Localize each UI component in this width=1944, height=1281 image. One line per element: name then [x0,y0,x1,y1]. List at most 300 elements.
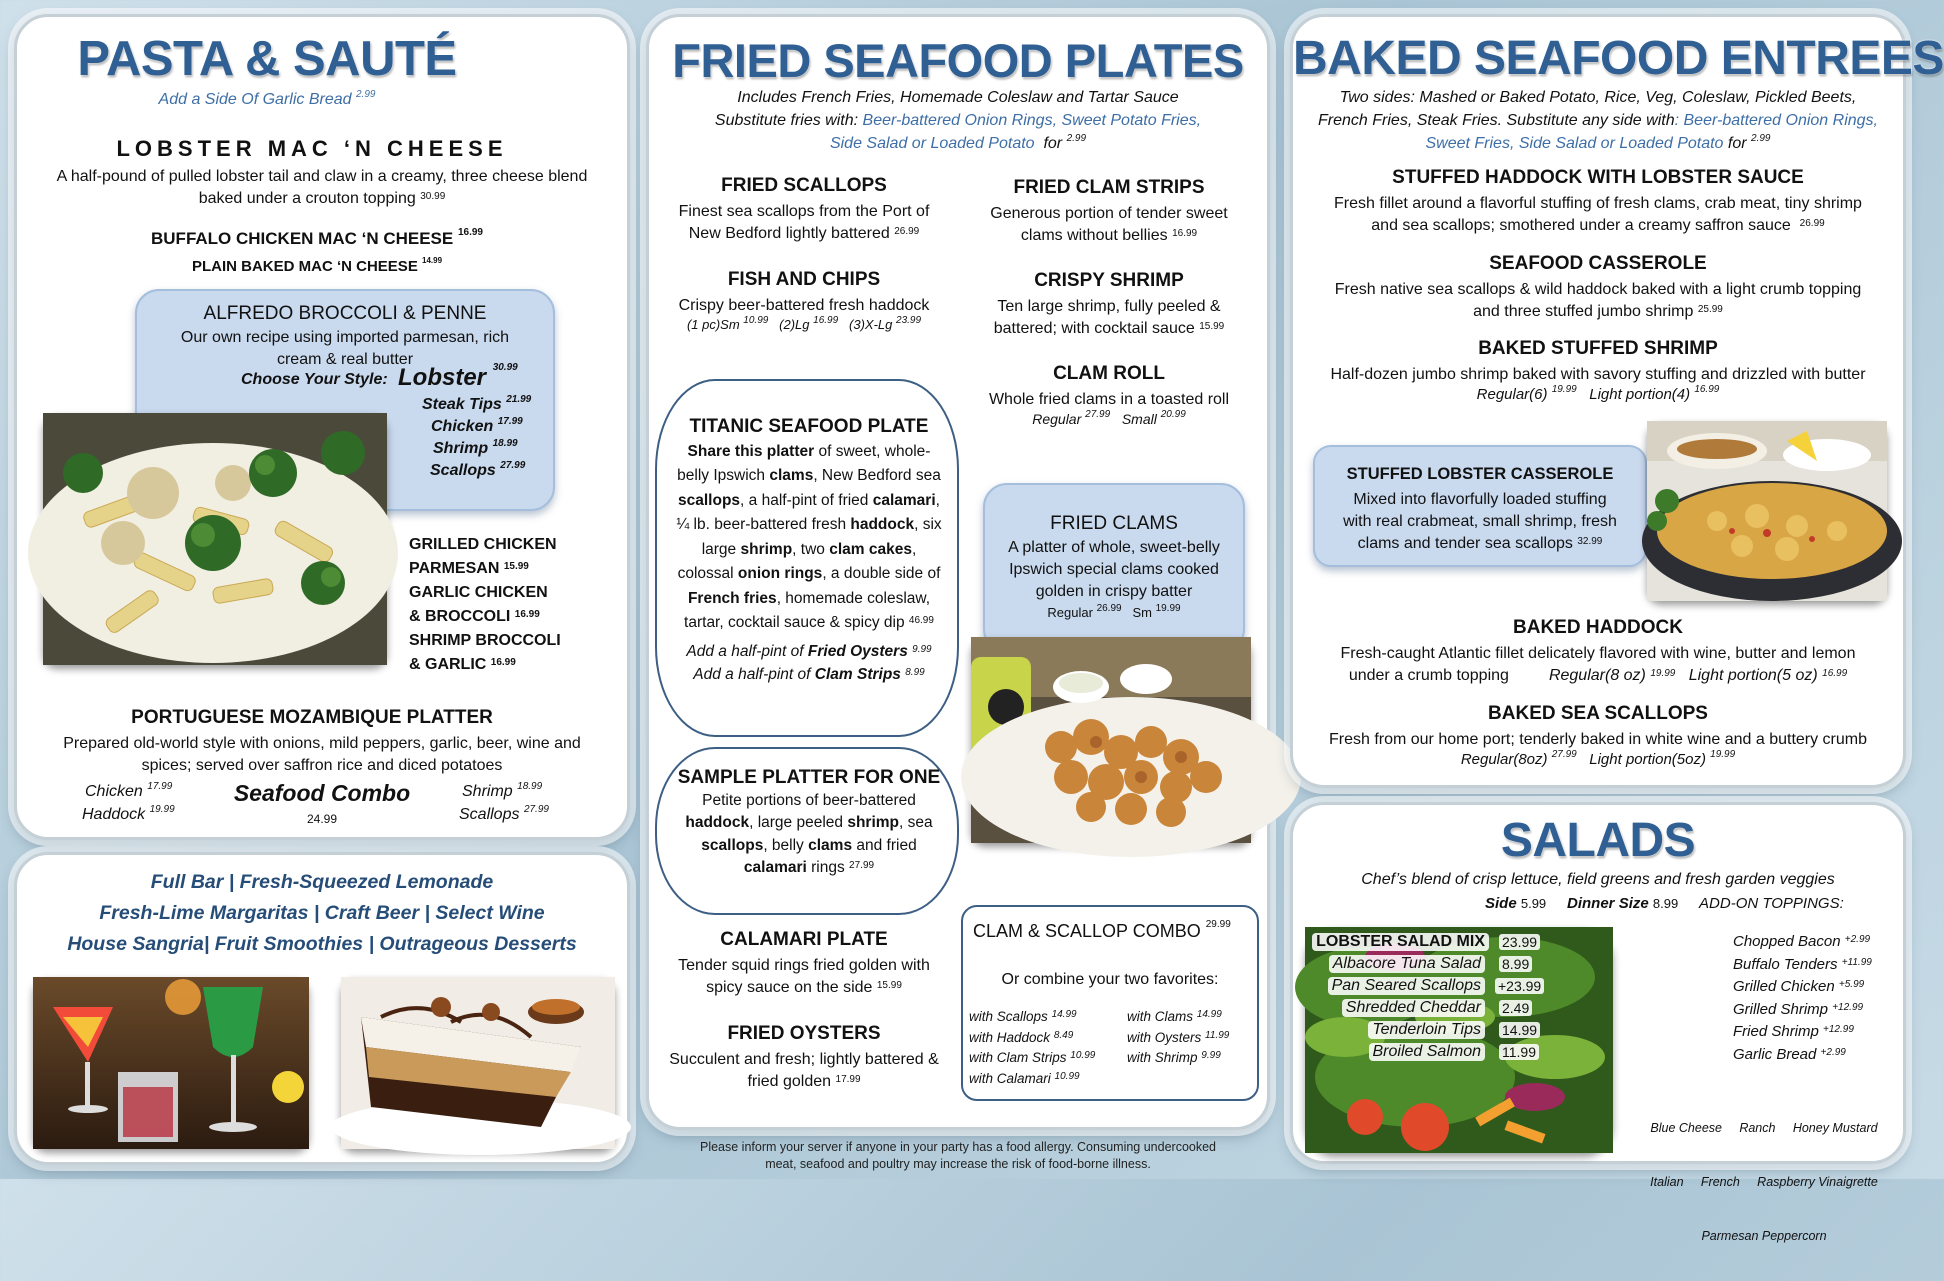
salad-item-price: 14.99 [1499,1022,1540,1038]
stuffed-haddock-price: 26.99 [1799,218,1825,229]
fried-sub3-price: 2.99 [1066,133,1087,144]
pasta-dish-image [43,413,387,665]
fried-scallops [649,175,959,245]
portuguese-haddock [82,806,175,824]
sampler-l4b: rings [806,859,845,876]
clam-roll [949,363,1269,427]
garlic-bread-side [17,91,517,109]
topping-name: Buffalo Tenders [1733,955,1838,973]
baked-haddock-desc1: Fresh-caught Atlantic fillet delicately flavored with wine, butter and lemon [1340,645,1856,662]
alfredo-shrimp-label: Shrimp [433,440,489,457]
lobster-casserole-desc3-row [1315,533,1645,555]
sampler-l4a: calamari [743,859,807,876]
portuguese-desc1: Prepared old-world style with onions, mild peppers, garlic, beer, wine and [63,735,581,752]
topping-item [1733,999,1872,1022]
garlic-chicken-line2: & BROCCOLI [409,608,511,625]
topping-price: +2.99 [1844,934,1871,945]
lobster-mac-desc1: A half-pound of pulled lobster tail and claw in a creamy, three cheese blend [56,168,588,185]
fried-sub1: Includes French Fries, Homemade Coleslaw and Tartar Sauce [737,89,1179,106]
dressings-line2: Italian French Raspberry Vinaigrette [1650,1175,1878,1189]
garlic-bread-label: Add a Side Of Garlic Bread [158,91,352,108]
baked-scallops-regular: Regular(8oz) [1460,751,1548,768]
titanic-l1a: Share this platter [687,442,815,460]
topping-name: Grilled Shrimp [1733,1000,1829,1018]
salad-item [1312,933,1489,951]
combo-left-label: with Scallops [969,1009,1048,1024]
baked-haddock-regular-price: 19.99 [1650,668,1676,679]
combo-right-label: with Clams [1127,1009,1194,1024]
casserole-name: SEAFOOD CASSEROLE [1489,253,1707,274]
baked-sub2 [1293,112,1903,130]
combo-right-item [1127,1028,1229,1049]
calamari-price: 15.99 [876,980,902,991]
stuffed-shrimp-regular-price: 19.99 [1551,384,1577,395]
clam-roll-name: CLAM ROLL [1053,363,1165,384]
baked-haddock [1293,617,1903,687]
titanic-l3a: scallops [678,491,741,509]
alfredo-lobster-label: Lobster [398,364,487,391]
baked-sub2-options: : Beer-battered Onion Rings, [1674,112,1878,129]
fried-clams-desc3: golden in crispy batter [1035,583,1193,600]
fried-scallops-desc2: New Bedford lightly battered [688,225,890,242]
portuguese-chicken-label: Chicken [85,783,143,800]
fried-clams-desc1: A platter of whole, sweet-belly [1008,539,1220,556]
stuffed-shrimp-light-price: 16.99 [1694,384,1720,395]
topping-price: +5.99 [1838,979,1865,990]
portuguese-haddock-price: 19.99 [149,804,175,815]
alfredo-desc2: cream & real butter [276,351,414,368]
fried-clams-name: FRIED CLAMS [1050,513,1178,534]
salad-item [1342,999,1485,1017]
alfredo-chicken-label: Chicken [431,418,494,435]
pasta-photo [43,413,387,665]
combo-left-label: with Clam Strips [969,1050,1067,1065]
baked-scallops-light-price: 19.99 [1710,749,1736,760]
titanic-l2c: , New Bedford sea [813,467,941,484]
lobster-casserole-desc1: Mixed into flavorfully loaded stuffing [1353,491,1607,508]
combo-right-label: with Shrimp [1127,1050,1198,1065]
fish-chips-price2: 16.99 [813,315,839,326]
stuffed-haddock [1293,167,1903,237]
titanic-add2-prefix: Add a half-pint of [693,665,815,683]
sample-platter [657,767,961,880]
alfredo-steak-label: Steak Tips [422,396,502,413]
alfredo-chicken [431,418,523,436]
salad-item [1368,1021,1485,1039]
plain-mac [17,258,617,275]
fried-clams-regular-price: 26.99 [1096,603,1122,614]
combo-left-price: 8.49 [1053,1029,1074,1041]
alfredo-steak [422,396,531,414]
topping-item [1733,1021,1872,1044]
fried-sub2 [649,112,1267,130]
combo-right-price: 11.99 [1205,1029,1230,1041]
titanic-add1-item: Fried Oysters [807,642,908,660]
sampler-price: 27.99 [849,860,875,871]
fried-panel [646,14,1270,1130]
titanic-name: TITANIC SEAFOOD PLATE [689,416,929,437]
crispy-shrimp-desc2: battered; with cocktail sauce [993,320,1195,337]
titanic-l7b: , homemade coleslaw, [776,589,931,607]
shrimp-broccoli-line1: SHRIMP BROCCOLI [409,632,561,649]
baked-haddock-light: Light portion(5 oz) [1688,667,1818,684]
grilled-chicken-price: 15.99 [503,561,529,572]
fish-chips-size3: (3)X-Lg [849,317,893,332]
fried-sub2-prefix: Substitute fries with: [714,112,863,129]
titanic-l6c: , a double side of [822,565,941,582]
salad-item-price: +23.99 [1495,978,1544,994]
fish-chips-name: FISH AND CHIPS [727,269,881,290]
combo-right-item [1127,1048,1229,1069]
baked-haddock-desc2: under a crumb topping [1348,667,1509,684]
calamari-plate [649,929,959,999]
casserole-image [1647,421,1887,601]
titanic-l3c: calamari [872,491,936,509]
combo-left-item [969,1069,1095,1090]
fried-oysters [649,1023,959,1093]
crispy-shrimp [949,270,1269,340]
dressings-line1: Blue Cheese Ranch Honey Mustard [1650,1121,1878,1135]
baked-haddock-name: BAKED HADDOCK [1513,617,1683,638]
stuffed-shrimp-desc1: Half-dozen jumbo shrimp baked with savory stuffing and drizzled with butter [1330,366,1866,383]
fried-clams-photo [971,637,1251,843]
portuguese-combo-price: 24.99 [306,812,338,826]
portuguese-chicken [85,783,172,801]
alfredo-scallops-label: Scallops [430,462,496,479]
stuffed-shrimp-regular: Regular(6) [1476,386,1548,403]
titanic-price: 46.99 [908,615,934,626]
salad-item-price: 8.99 [1499,956,1532,972]
combo-left-item [969,1028,1095,1049]
fish-chips-price1: 10.99 [743,315,769,326]
drinks-image [33,977,309,1149]
portuguese-shrimp-price: 18.99 [517,781,543,792]
crispy-shrimp-price: 15.99 [1199,321,1225,332]
topping-price: +12.99 [1832,1001,1864,1013]
salad-item-name: Albacore Tuna Salad [1332,955,1481,972]
combo-right-list [1127,1007,1229,1069]
stuffed-haddock-desc2: and sea scallops; smothered under a creamy saffron sauce [1371,217,1791,234]
fish-chips-desc1: Crispy beer-battered fresh haddock [678,297,930,314]
combo-box [961,905,1259,1101]
combo-left-list [969,1007,1095,1089]
combo-left-price: 10.99 [1070,1050,1096,1061]
oysters-desc1: Succulent and fresh; lightly battered & [669,1051,939,1068]
titanic-l6b: onion rings [737,565,823,582]
buffalo-mac [17,229,617,249]
fried-sub2-options: Beer-battered Onion Rings, Sweet Potato Fries, [862,112,1202,129]
combo-right-price: 14.99 [1196,1009,1222,1020]
portuguese-scallops [459,806,549,824]
fried-clams-image [971,637,1251,843]
baked-panel [1290,14,1944,788]
combo-left-label: with Haddock [969,1029,1051,1045]
titanic-l2b: clams [769,467,814,484]
titanic-l6a: colossal [677,565,738,582]
portuguese-scallops-label: Scallops [459,806,520,823]
topping-name: Garlic Bread [1733,1045,1817,1063]
fish-chips [649,269,959,332]
titanic-l5b: shrimp [740,540,793,558]
casserole-desc2: and three stuffed jumbo shrimp [1473,303,1694,320]
alfredo-lobster [398,364,518,392]
drinks-photo [33,977,309,1149]
oysters-name: FRIED OYSTERS [727,1023,881,1044]
alfredo-lobster-price: 30.99 [492,362,518,373]
fried-clams-desc2: Ipswich special clams cooked [1009,561,1219,578]
lobster-mac-desc2-text: baked under a crouton topping [198,190,416,207]
crispy-shrimp-name: CRISPY SHRIMP [1034,270,1184,291]
grilled-chicken-line2: PARMESAN [409,560,500,577]
casserole-desc1: Fresh native sea scallops & wild haddock baked with a light crumb topping [1334,281,1862,298]
seafood-casserole [1293,253,1903,323]
alfredo-shrimp [433,440,518,458]
pasta-title: PASTA & SAUTÉ [77,32,457,86]
combo-right-price: 9.99 [1201,1050,1221,1061]
topping-item [1733,976,1872,999]
grilled-chicken [409,533,561,677]
fried-sub3-for: for [1043,135,1063,152]
fish-chips-price3: 23.99 [896,315,922,326]
portuguese-shrimp [462,783,542,801]
clam-roll-desc1: Whole fried clams in a toasted roll [988,391,1230,408]
titanic-l3b: , a half-pint of fried [740,491,873,509]
casserole-price: 25.99 [1697,304,1723,315]
titanic-l4a: ¼ lb. beer-battered fresh [676,516,851,533]
sampler-l2c: shrimp [847,814,900,831]
salad-item-price: 2.49 [1499,1000,1532,1016]
baked-scallops-desc1: Fresh from our home port; tenderly baked in white wine and a buttery crumb [1328,731,1868,748]
plain-mac-name: PLAIN BAKED MAC ‘N CHEESE [191,258,418,275]
combo-left-item [969,1048,1095,1069]
baked-scallops-regular-price: 27.99 [1551,749,1577,760]
baked-title: BAKED SEAFOOD ENTREES [1293,32,1944,85]
calamari-desc2: spicy sauce on the side [706,979,873,996]
dessert-image [341,977,615,1149]
topping-name: Grilled Chicken [1733,978,1835,995]
dressings [1619,1083,1909,1281]
shrimp-broccoli-line2: & GARLIC [409,656,487,673]
buffalo-mac-name: BUFFALO CHICKEN MAC ‘N CHEESE [151,229,454,248]
addon-toppings-title: ADD-ON TOPPINGS: [1699,895,1844,912]
portuguese-name: PORTUGUESE MOZAMBIQUE PLATTER [131,707,493,728]
titanic-plate: TITANIC SEAFOOD PLATE Share this platter of sweet, whole- belly Ipswich clams, New Bedford sea scallops, a half-pint of fried calamari, ¼ lb. beer-battered fresh haddock, six large shrimp, two clam cakes, colossal onion rings, a double side of French fries, homemade coleslaw, tartar, cocktail sauce & spicy dip $^{46.99}$ Add a half-pint of Fried Oysters $^{9.99}$ Add a half-pint of Clam Strips $^{8.99}$ [657,415,961,686]
portuguese-chicken-price: 17.99 [147,781,173,792]
salad-item-name: Pan Seared Scallops [1331,977,1481,994]
fried-clams-small: Sm [1132,605,1152,620]
titanic-add2-price: 8.99 [905,666,925,678]
calamari-name: CALAMARI PLATE [720,929,888,950]
fried-clams-box [983,483,1245,653]
sampler-l3d: and fried [852,836,917,854]
baked-sub3 [1293,135,1903,153]
baked-haddock-light-price: 16.99 [1822,668,1848,679]
salad-side-price: 5.99 [1520,896,1547,911]
bar-line1: Full Bar | Fresh-Squeezed Lemonade [150,871,494,893]
titanic-l2a: belly Ipswich [677,467,770,484]
calamari-desc1: Tender squid rings fried golden with [678,957,930,974]
clam-strips-desc1: Generous portion of tender sweet [990,205,1228,222]
combo-right-label: with Oysters [1127,1029,1202,1045]
salad-item [1369,1043,1486,1061]
clam-strips-desc2: clams without bellies [1020,227,1168,244]
plain-mac-price: 14.99 [422,256,443,265]
stuffed-haddock-name: STUFFED HADDOCK WITH LOBSTER SAUCE [1392,167,1804,188]
fried-sub3 [649,135,1267,153]
baked-scallops-light: Light portion(5oz) [1589,751,1706,768]
salads-sub: Chef’s blend of crisp lettuce, field greens and fresh garden veggies [1361,871,1835,888]
alfredo-scallops [430,462,525,480]
fried-clams-regular: Regular [1047,605,1093,620]
fried-scallops-name: FRIED SCALLOPS [721,175,887,196]
stuffed-haddock-desc1: Fresh fillet around a flavorful stuffing of fresh clams, crab meat, tiny shrimp [1334,195,1862,212]
fish-chips-size2: (2)Lg [779,317,810,332]
sampler-l3c: clams [808,836,853,854]
titanic-l5c: , two [792,540,830,558]
salad-item-name: Shredded Cheddar [1345,999,1481,1016]
baked-sub3-options: Sweet Fries, Side Salad or Loaded Potato [1425,135,1724,152]
dressings-line3: Parmesan Peppercorn [1701,1229,1827,1243]
fried-scallops-desc1: Finest sea scallops from the Port of [678,203,930,220]
lobster-casserole-name: STUFFED LOBSTER CASSEROLE [1346,465,1614,483]
bar-line2: Fresh-Lime Margaritas | Craft Beer | Select Wine [99,902,545,924]
bar-line3: House Sangria| Fruit Smoothies | Outrageous Desserts [67,933,577,955]
sampler-l3a: scallops [701,836,764,854]
titanic-l4c: , six [914,516,942,533]
clam-roll-regular: Regular [1032,411,1082,427]
lobster-mac-name: LOBSTER MAC ‘N CHEESE [116,136,508,161]
alfredo-chicken-price: 17.99 [497,416,523,427]
lobster-casserole-desc2: with real crabmeat, small shrimp, fresh [1343,513,1617,530]
salad-item-name: LOBSTER SALAD MIX [1316,933,1485,950]
baked-sub2-prefix: French Fries, Steak Fries. Substitute any side with [1318,112,1675,129]
baked-scallops [1293,703,1903,768]
titanic-add1-price: 9.99 [912,643,932,655]
salad-item [1328,977,1485,995]
pasta-panel [14,14,630,840]
topping-name: Fried Shrimp [1733,1023,1819,1040]
titanic-add1-prefix: Add a half-pint of [686,642,808,660]
combo-left-label: with Calamari [969,1070,1051,1086]
salad-item-name: Tenderloin Tips [1372,1021,1481,1038]
sampler-l2b: , large peeled [749,814,848,831]
combo-left-price: 14.99 [1051,1009,1077,1020]
topping-item [1733,954,1872,977]
alfredo-desc1: Our own recipe using imported parmesan, rich [180,329,510,346]
salad-dinner-label: Dinner Size [1567,895,1649,912]
titanic-l1b: of sweet, whole- [814,442,931,460]
allergy-notice [646,1139,1270,1173]
salad-item [1329,955,1485,973]
casserole-photo [1647,421,1887,601]
topping-price: +2.99 [1820,1046,1846,1058]
clam-roll-small-price: 20.99 [1160,409,1186,420]
fried-scallops-price: 26.99 [894,226,920,237]
salads-sizes [1485,895,1844,912]
toppings-list [1733,931,1872,1066]
topping-name: Chopped Bacon [1733,933,1841,950]
alfredo-shrimp-price: 18.99 [492,438,518,449]
combo-sub: Or combine your two favorites: [1001,971,1219,988]
salad-side-label: Side [1485,895,1517,912]
baked-sub3-for: for [1727,135,1747,152]
garlic-bread-price: 2.99 [355,89,376,100]
oysters-price: 17.99 [835,1074,861,1085]
titanic-l4b: haddock [850,516,915,533]
sampler-l3b: , belly [763,836,809,854]
buffalo-mac-price: 16.99 [457,227,483,238]
portuguese-desc2: spices; served over saffron rice and diced potatoes [141,757,503,774]
oysters-desc2: fried golden [747,1073,832,1090]
clam-strips-price: 16.99 [1172,228,1198,239]
topping-item [1733,1044,1872,1067]
combo-left-price: 10.99 [1054,1070,1080,1082]
alfredo-scallops-price: 27.99 [500,460,526,471]
shrimp-broccoli-price: 16.99 [490,657,516,668]
combo-name [973,921,1231,942]
baked-scallops-name: BAKED SEA SCALLOPS [1488,703,1708,724]
crispy-shrimp-desc1: Ten large shrimp, fully peeled & [997,298,1221,315]
fried-clam-strips [949,177,1269,247]
clam-strips-name: FRIED CLAM STRIPS [1013,177,1205,198]
combo-left-item [969,1007,1095,1028]
fried-clams-small-price: 19.99 [1155,603,1181,614]
titanic-add2-item: Clam Strips [814,665,901,683]
alfredo-steak-price: 21.99 [506,394,532,405]
portuguese-combo: Seafood Combo [233,780,411,806]
baked-sub3-price: 2.99 [1751,133,1771,144]
garlic-chicken-price: 16.99 [514,609,540,620]
lobster-mac-price: 30.99 [420,191,446,202]
topping-price: +11.99 [1841,956,1872,968]
stuffed-shrimp-light: Light portion(4) [1589,386,1691,403]
grilled-chicken-line1: GRILLED CHICKEN [409,536,557,553]
fried-clams-sizes [985,605,1243,620]
fish-chips-size1: (1 pc)Sm [686,317,740,332]
allergy-line2: meat, seafood and poultry may increase the risk of food-borne illness. [765,1157,1151,1171]
combo-right-item [1127,1007,1229,1028]
salads-title: SALADS [1500,814,1696,867]
baked-sub1: Two sides: Mashed or Baked Potato, Rice, Veg, Coleslaw, Pickled Beets, [1339,89,1857,106]
titanic-l8: tartar, cocktail sauce & spicy dip [684,614,905,631]
clam-roll-regular-price: 27.99 [1085,409,1111,420]
fried-sub3-options: Side Salad or Loaded Potato [829,135,1035,152]
sampler-l2d: , sea [899,814,933,831]
lobster-casserole-price: 32.99 [1577,536,1603,547]
titanic-l5a: large [701,540,741,558]
baked-stuffed-shrimp [1293,338,1903,403]
titanic-l7a: French fries [687,589,777,607]
salad-item-price: 11.99 [1499,1044,1539,1060]
allergy-line1: Please inform your server if anyone in your party has a food allergy. Consuming undercooked [699,1140,1216,1154]
salad-item-name: Broiled Salmon [1372,1043,1481,1060]
combo-title: CLAM & SCALLOP COMBO [973,921,1201,941]
salad-item-price: 23.99 [1499,934,1540,950]
bar-panel [14,852,630,1165]
salad-dinner-price: 8.99 [1652,896,1679,911]
lobster-mac-desc2 [17,188,627,210]
sampler-name: SAMPLE PLATTER FOR ONE [677,767,941,788]
portuguese-shrimp-label: Shrimp [462,783,513,800]
baked-haddock-regular: Regular(8 oz) [1548,667,1646,684]
combo-price: 29.99 [1205,919,1231,930]
portuguese-haddock-label: Haddock [82,806,146,823]
fried-title: FRIED SEAFOOD PLATES [672,34,1244,87]
alfredo-name: ALFREDO BROCCOLI & PENNE [203,303,487,324]
lobster-casserole-desc3: clams and tender sea scallops [1357,535,1573,552]
topping-price: +12.99 [1823,1024,1854,1035]
salads-panel [1290,802,1906,1243]
